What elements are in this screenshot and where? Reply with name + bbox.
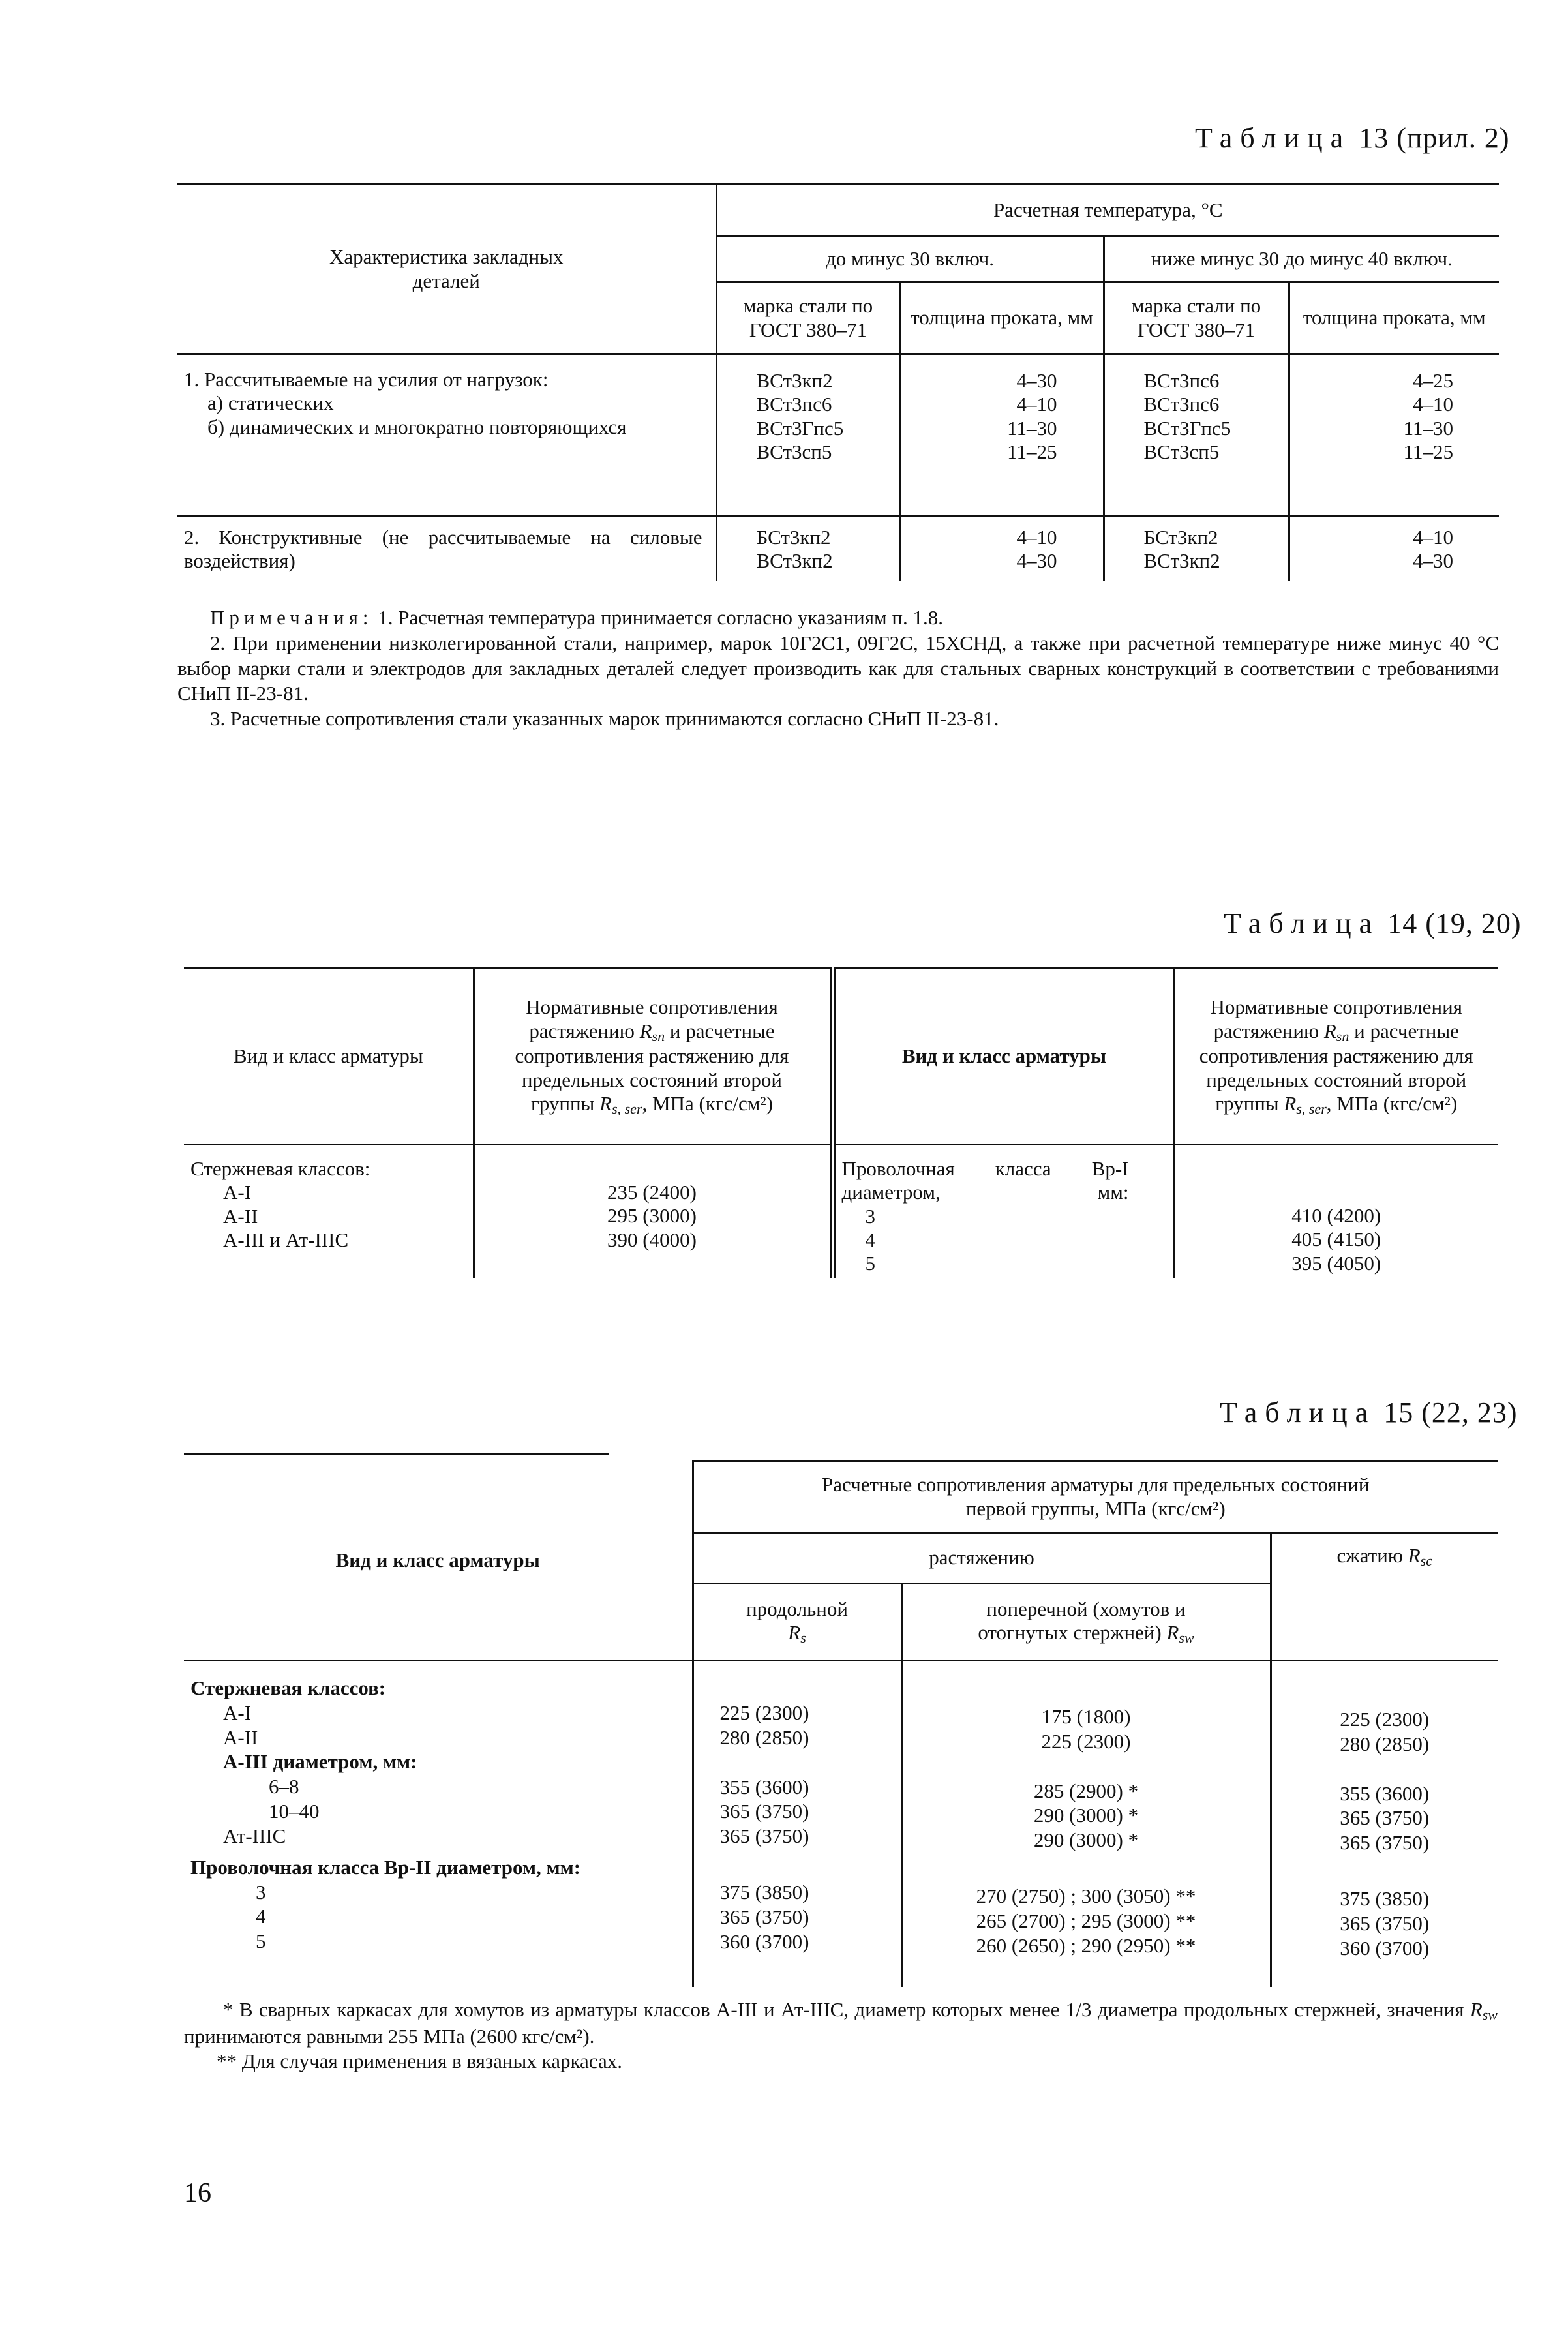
t15-rod-a3-d2: 10–40 bbox=[269, 1800, 320, 1823]
table-15-caption-number: 15 (22, 23) bbox=[1383, 1397, 1518, 1429]
t15-head-transverse-sub: sw bbox=[1179, 1629, 1194, 1646]
t13-row-1-grades-2 bbox=[1104, 354, 1289, 516]
t14-left-item-2: А-III и Ат-IIIС bbox=[223, 1228, 349, 1251]
t13-r1-t2-1: 4–10 bbox=[1413, 393, 1453, 416]
t15-col-rs bbox=[693, 1661, 901, 1987]
t15-footnote-2: ** Для случая применения в вязаных каркасах. bbox=[217, 2050, 622, 2073]
t15-row-labels bbox=[184, 1661, 693, 1987]
t14-head-norm-rsn-r: R bbox=[1323, 1019, 1336, 1042]
t13-row-1-b: б) динамических и многократно повторяющихся bbox=[207, 415, 627, 438]
table-13-caption-word: Таблица bbox=[1195, 122, 1351, 154]
t13-r1-t2-2: 11–30 bbox=[1403, 416, 1453, 440]
t13-row-1-grades-1 bbox=[716, 354, 900, 516]
t15-rsw-3: 290 (3000) * bbox=[1033, 1804, 1139, 1827]
t15-wire-item-0: 3 bbox=[256, 1880, 266, 1903]
t13-r1-t2-0: 4–25 bbox=[1413, 369, 1453, 392]
table-14-caption-word: Таблица bbox=[1224, 907, 1380, 939]
t13-r1-t1-1: 4–10 bbox=[1016, 393, 1057, 416]
t13-r2-t2-0: 4–10 bbox=[1413, 526, 1453, 549]
t15-rsw-2: 285 (2900) * bbox=[1033, 1779, 1139, 1802]
t15-rod-a1: А-I bbox=[223, 1701, 252, 1724]
t13-notes bbox=[177, 605, 1499, 732]
t15-footnote-1-a: * В сварных каркасах для хомутов из арматуры классов А-III и Ат-IIIС, диаметр которых менее 1/3 диаметра продольных стержней, значения bbox=[223, 1998, 1464, 2021]
t15-rod-a3-d1: 6–8 bbox=[269, 1775, 299, 1798]
table-14 bbox=[184, 967, 1498, 1278]
t15-wire-rsc-1: 365 (3750) bbox=[1340, 1911, 1430, 1935]
t15-footnote-1-b: принимаются равными 255 МПа (2600 кгс/см²). bbox=[184, 2024, 595, 2048]
t15-head-compression-r: R bbox=[1408, 1544, 1421, 1567]
t14-head-norm-a-r: Нормативные сопротивления растяжению bbox=[1210, 995, 1462, 1042]
t13-note-1: 1. Расчетная температура принимается согласно указаниям п. 1.8. bbox=[378, 606, 943, 629]
t15-wire-rs-0: 375 (3850) bbox=[719, 1881, 809, 1904]
t14-left-values bbox=[474, 1145, 832, 1279]
t14-left-value-2: 390 (4000) bbox=[607, 1228, 697, 1251]
t15-wire-title: Проволочная класса Вр-II диаметром, мм: bbox=[190, 1855, 581, 1879]
t14-head-norm-rs: R bbox=[599, 1091, 612, 1115]
t13-row-1-characteristic bbox=[177, 354, 716, 516]
t13-r1-t1-3: 11–25 bbox=[1007, 440, 1057, 463]
t13-row-1-title: 1. Рассчитываемые на усилия от нагрузок: bbox=[184, 368, 549, 391]
t13-row-2-characteristic: 2. Конструктивные (не рассчитываемые на силовые воздействия) bbox=[184, 526, 702, 573]
t14-right-item-1: 4 bbox=[865, 1228, 875, 1251]
t14-right-item-0: 3 bbox=[865, 1204, 875, 1228]
t15-rs-4: 365 (3750) bbox=[719, 1825, 809, 1848]
t13-row-1-thickness-2 bbox=[1289, 354, 1499, 516]
t13-r2-t1-0: 4–10 bbox=[1016, 526, 1057, 549]
t15-head-compression-label: сжатию bbox=[1336, 1544, 1403, 1567]
t13-note-2: 2. При применении низколегированной стали, например, марок 10Г2С1, 09Г2С, 15ХСНД, а также при расчетной температуре ниже минус 40 °С выбор марки стали и электродов для закладных деталей следует производить как для стальных сварных конструкций в соответствии с требованиями СНиП II-23-81. bbox=[177, 631, 1499, 705]
t13-r1-g2-1: ВСт3пс6 bbox=[1143, 393, 1220, 416]
t13-row-2-thickness-2 bbox=[1289, 516, 1499, 581]
t13-r1-g2-3: ВСт3сп5 bbox=[1143, 440, 1220, 463]
t15-wire-rs-2: 360 (3700) bbox=[719, 1930, 809, 1953]
t15-footnote-1-sub: sw bbox=[1482, 2007, 1498, 2023]
t13-row-2-grades-1 bbox=[716, 516, 900, 581]
t15-rod-title: Стержневая классов: bbox=[190, 1676, 386, 1699]
t15-footnotes bbox=[184, 1997, 1498, 2074]
t15-wire-rsc-2: 360 (3700) bbox=[1340, 1936, 1430, 1960]
t13-r2-g1-0: БСт3кп2 bbox=[756, 526, 831, 549]
t14-head-norm-unit: МПа (кгс/см²) bbox=[652, 1091, 773, 1115]
t15-rs-1: 280 (2850) bbox=[719, 1725, 809, 1749]
t14-head-norm-right: Нормативные сопротивления растяжению $R_{sn}$ и расчетные сопротивления растяжению для предельных состояний второй группы $R_{s, ser}$, МПа (кгс/см²) bbox=[1174, 969, 1498, 1145]
t14-left-item-1: А-II bbox=[223, 1204, 258, 1228]
t13-r1-g1-1: ВСт3пс6 bbox=[756, 393, 832, 416]
t15-rod-at: Ат-IIIС bbox=[223, 1824, 286, 1847]
t15-head-type: Вид и класс арматуры bbox=[184, 1461, 693, 1661]
t14-head-norm-rs-r: R bbox=[1284, 1091, 1297, 1115]
t15-rsc-4: 365 (3750) bbox=[1340, 1831, 1430, 1855]
t15-rsw-4: 290 (3000) * bbox=[1033, 1828, 1139, 1852]
t14-head-norm-rs-sub: s, ser bbox=[612, 1100, 642, 1117]
t13-r1-t1-0: 4–30 bbox=[1016, 369, 1057, 392]
t14-left-items bbox=[184, 1145, 474, 1279]
t15-rsc-3: 365 (3750) bbox=[1340, 1806, 1430, 1830]
t15-head-longitudinal bbox=[693, 1584, 901, 1661]
t15-rsc-0: 225 (2300) bbox=[1340, 1708, 1430, 1731]
t13-row-2-grades-2 bbox=[1104, 516, 1289, 581]
t15-footnote-1 bbox=[184, 1997, 1498, 2049]
t13-notes-label: Примечания: bbox=[210, 606, 373, 629]
t13-head-grade-2: марка стали по ГОСТ 380–71 bbox=[1104, 282, 1289, 354]
t13-r2-g1-1: ВСт3кп2 bbox=[756, 549, 833, 573]
t15-wire-item-1: 4 bbox=[256, 1905, 266, 1928]
t15-head-transverse-r: R bbox=[1166, 1621, 1179, 1644]
t13-r2-g2-0: БСт3кп2 bbox=[1143, 526, 1218, 549]
t15-rs-3: 365 (3750) bbox=[719, 1800, 809, 1823]
t13-head-grade-1: марка стали по ГОСТ 380–71 bbox=[716, 282, 900, 354]
t15-rsw-1: 225 (2300) bbox=[1041, 1729, 1131, 1753]
t15-head-longitudinal-sub: s bbox=[800, 1629, 806, 1646]
t13-r1-g1-0: ВСт3кп2 bbox=[756, 369, 833, 392]
t14-right-value-2: 395 (4050) bbox=[1291, 1251, 1381, 1275]
page-number: 16 bbox=[184, 2178, 211, 2208]
t15-rsw-0: 175 (1800) bbox=[1041, 1705, 1131, 1728]
t15-wire-item-2: 5 bbox=[256, 1930, 266, 1953]
t15-rs-0: 225 (2300) bbox=[719, 1701, 809, 1724]
table-15 bbox=[184, 1460, 1498, 1987]
t15-wire-rsw-1: 265 (2700) ; 295 (3000) ** bbox=[976, 1909, 1196, 1932]
t14-head-norm-b-r: и расчетные сопротивления растяжению для предельных состояний второй группы bbox=[1199, 1019, 1473, 1115]
t14-head-norm-rs-sub-r: s, ser bbox=[1296, 1100, 1327, 1117]
t13-r2-t2-1: 4–30 bbox=[1413, 549, 1453, 573]
table-15-caption bbox=[1220, 1396, 1518, 1429]
t14-head-norm-a: Нормативные сопротивления растяжению bbox=[526, 995, 778, 1042]
t13-row-2-thickness-1 bbox=[900, 516, 1104, 581]
t15-head-transverse bbox=[901, 1584, 1271, 1661]
t15-head-transverse-label: поперечной (хомутов и отогнутых стержней) bbox=[978, 1598, 1186, 1644]
table-13-caption bbox=[1195, 121, 1510, 155]
t13-r1-g2-0: ВСт3пс6 bbox=[1143, 369, 1220, 392]
t14-head-norm-rsn: R bbox=[639, 1019, 652, 1042]
t13-head-to-minus-30: до минус 30 включ. bbox=[716, 237, 1104, 282]
t14-head-norm-unit-r: МПа (кгс/см²) bbox=[1336, 1091, 1458, 1115]
t13-head-characteristic: Характеристика закладных деталей bbox=[177, 185, 716, 354]
t15-wire-rsw-0: 270 (2750) ; 300 (3050) ** bbox=[976, 1885, 1196, 1908]
table-15-caption-word: Таблица bbox=[1220, 1397, 1376, 1429]
t15-wire-rs-1: 365 (3750) bbox=[719, 1905, 809, 1928]
t14-left-value-0: 235 (2400) bbox=[607, 1181, 697, 1204]
t15-footnote-1-r: R bbox=[1470, 1998, 1483, 2021]
t13-r1-t2-3: 11–25 bbox=[1403, 440, 1453, 463]
t13-r1-g1-3: ВСт3сп5 bbox=[756, 440, 832, 463]
t15-wire-rsc-0: 375 (3850) bbox=[1340, 1887, 1430, 1911]
t15-head-longitudinal-r: R bbox=[788, 1621, 801, 1644]
t14-head-type-left: Вид и класс арматуры bbox=[184, 969, 474, 1145]
t14-right-value-0: 410 (4200) bbox=[1291, 1204, 1381, 1227]
t13-note-3: 3. Расчетные сопротивления стали указанных марок принимаются согласно СНиП II-23-81. bbox=[210, 707, 999, 730]
t15-wire-rsw-2: 260 (2650) ; 290 (2950) ** bbox=[976, 1933, 1196, 1957]
t13-r2-t1-1: 4–30 bbox=[1016, 549, 1057, 573]
t13-head-below-minus-30: ниже минус 30 до минус 40 включ. bbox=[1104, 237, 1499, 282]
table-14-caption-number: 14 (19, 20) bbox=[1387, 907, 1522, 939]
t15-rs-2: 355 (3600) bbox=[719, 1775, 809, 1798]
t13-row-1-a: а) статических bbox=[207, 391, 334, 415]
t14-right-item-2: 5 bbox=[865, 1252, 875, 1275]
t14-right-values bbox=[1174, 1145, 1498, 1279]
t14-head-type-right: Вид и класс арматуры bbox=[832, 969, 1174, 1145]
t14-right-title: Проволочная класса Вр-I диаметром, мм: bbox=[841, 1157, 1129, 1204]
t13-head-thickness-2: толщина проката, мм bbox=[1289, 282, 1499, 354]
t13-r1-g1-2: ВСт3Гпс5 bbox=[756, 416, 844, 440]
t13-row-1-thickness-1 bbox=[900, 354, 1104, 516]
t15-head-compression bbox=[1271, 1533, 1498, 1661]
t15-rod-a3: А-III диаметром, мм: bbox=[223, 1750, 417, 1774]
t15-rsc-1: 280 (2850) bbox=[1340, 1732, 1430, 1755]
t15-rsc-2: 355 (3600) bbox=[1340, 1781, 1430, 1805]
t15-col-rsc bbox=[1271, 1661, 1498, 1987]
t15-top-rule-left bbox=[184, 1453, 609, 1455]
t14-head-norm-left: Нормативные сопротивления растяжению $R_{sn}$ и расчетные сопротивления растяжению для предельных состояний второй группы $R_{s, ser}$, МПа (кгс/см²) bbox=[474, 969, 832, 1145]
t15-head-tension: растяжению bbox=[693, 1533, 1271, 1584]
table-14-caption bbox=[1224, 907, 1522, 940]
table-13-caption-number: 13 (прил. 2) bbox=[1359, 122, 1510, 154]
table-13 bbox=[177, 183, 1499, 581]
t13-head-thickness-1: толщина проката, мм bbox=[900, 282, 1104, 354]
t15-head-longitudinal-label: продольной bbox=[746, 1598, 848, 1620]
t15-col-rsw bbox=[901, 1661, 1271, 1987]
t15-rod-a2: А-II bbox=[223, 1725, 258, 1749]
t14-right-value-1: 405 (4150) bbox=[1291, 1228, 1381, 1251]
t14-right-items bbox=[832, 1145, 1174, 1279]
t14-left-item-0: А-I bbox=[223, 1181, 252, 1204]
t15-head-compression-sub: sc bbox=[1420, 1553, 1432, 1569]
t14-left-title: Стержневая классов: bbox=[190, 1157, 370, 1180]
t13-r1-g2-2: ВСт3Гпс5 bbox=[1143, 416, 1231, 440]
t14-left-value-1: 295 (3000) bbox=[607, 1204, 697, 1228]
t14-head-norm-b: и расчетные сопротивления растяжению для предельных состояний второй группы bbox=[515, 1019, 789, 1115]
t15-head-main: Расчетные сопротивления арматуры для предельных состояний первой группы, МПа (кгс/см²) bbox=[693, 1461, 1498, 1533]
t13-r2-g2-1: ВСт3кп2 bbox=[1143, 549, 1220, 573]
t14-head-norm-rsn-sub-r: sn bbox=[1336, 1027, 1349, 1044]
t13-r1-t1-2: 11–30 bbox=[1007, 416, 1057, 440]
t13-head-temperature: Расчетная температура, °С bbox=[716, 185, 1499, 237]
t14-head-norm-rsn-sub: sn bbox=[652, 1027, 665, 1044]
